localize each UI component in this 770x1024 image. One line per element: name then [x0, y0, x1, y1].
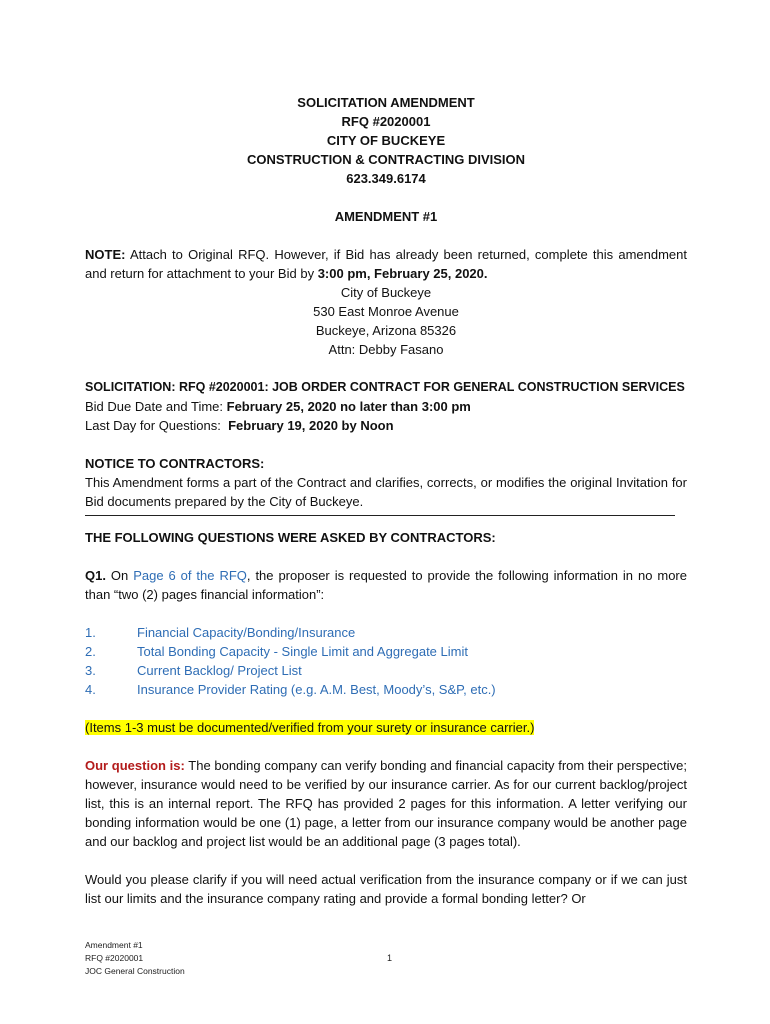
questions-deadline-value: February 19, 2020 by Noon [228, 418, 394, 433]
footer-line-1: Amendment #1 [85, 940, 143, 950]
bid-due-label: Bid Due Date and Time: [85, 399, 227, 414]
section-divider [85, 515, 675, 516]
questions-deadline-label: Last Day for Questions: [85, 418, 229, 433]
notice-text: This Amendment forms a part of the Contract and clarifies, corrects, or modifies the original Invitation for Bid documents prepared by the City of Buckeye. [85, 475, 687, 509]
header-phone: 623.349.6174 [346, 171, 426, 186]
our-question-text: The bonding company can verify bonding and financial capacity from their perspective; however, insurance would need to be verified by our insurance carrier. As for our current backlog/project list, this is an internal report. The RFQ has provided 2 pages for this information. A letter verifying our bonding information would be one (1) page, a letter from our insurance company would be another page and our backlog and project list would be an additional page (3 pages total). [85, 758, 687, 849]
q1-page-reference-link[interactable]: Page 6 of the RFQ [133, 568, 247, 583]
list-item-text: Financial Capacity/Bonding/Insurance [137, 625, 356, 640]
footer-line-3: JOC General Construction [85, 966, 185, 976]
notice-title: NOTICE TO CONTRACTORS: [85, 456, 265, 471]
address-line-2: 530 East Monroe Avenue [313, 304, 459, 319]
note-text: Attach to Original RFQ. However, if Bid has already been returned, complete this amendment and return for attachment to your Bid by [85, 247, 687, 281]
page-footer [85, 939, 185, 978]
document-header [85, 93, 687, 188]
our-question-paragraph [85, 756, 687, 851]
list-item-text: Total Bonding Capacity - Single Limit and Aggregate Limit [137, 644, 468, 659]
footer-line-2: RFQ #2020001 [85, 953, 144, 963]
address-line-3: Buckeye, Arizona 85326 [315, 323, 457, 338]
header-line-4: CONSTRUCTION & CONTRACTING DIVISION [246, 152, 526, 167]
questions-heading: THE FOLLOWING QUESTIONS WERE ASKED BY CONTRACTORS: [85, 530, 496, 545]
bid-due-value: February 25, 2020 no later than 3:00 pm [226, 399, 471, 414]
items-note [85, 718, 687, 737]
our-question-label: Our question is: [85, 758, 185, 773]
address-line-1: City of Buckeye [340, 285, 432, 300]
q1-text: , the proposer is requested to provide the following information in no more than “two (2) pages financial information”: [85, 568, 687, 602]
list-item: 1. Financial Capacity/Bonding/Insurance [85, 625, 356, 640]
note-paragraph [85, 245, 687, 283]
q1-pre: On [105, 568, 134, 583]
list-item-text: Insurance Provider Rating (e.g. A.M. Best, Moody’s, S&P, etc.) [137, 682, 496, 697]
items-note-highlight: (Items 1-3 must be documented/verified from your surety or insurance carrier.) [85, 720, 535, 735]
note-deadline: 3:00 pm, February 25, 2020. [317, 266, 488, 281]
header-line-3: CITY OF BUCKEYE [326, 133, 446, 148]
header-line-2: RFQ #2020001 [341, 114, 431, 129]
solicitation-title: SOLICITATION: RFQ #2020001: JOB ORDER CONTRACT FOR GENERAL CONSTRUCTION SERVICES [85, 380, 685, 394]
page-number: 1 [387, 953, 393, 963]
header-line-1: SOLICITATION AMENDMENT [297, 95, 475, 110]
list-item: 2. Total Bonding Capacity - Single Limit and Aggregate Limit [85, 644, 468, 659]
q1-paragraph [85, 566, 687, 604]
return-address [85, 283, 687, 359]
amendment-title: AMENDMENT #1 [334, 209, 438, 224]
clarify-paragraph: Would you please clarify if you will need actual verification from the insurance company or if we can just list our limits and the insurance company rating and provide a formal bonding letter? Or [85, 872, 687, 906]
list-item: 4. Insurance Provider Rating (e.g. A.M. Best, Moody’s, S&P, etc.) [85, 682, 496, 697]
bid-due-line [85, 397, 687, 416]
list-item: 3. Current Backlog/ Project List [85, 663, 302, 678]
address-line-4: Attn: Debby Fasano [328, 342, 444, 357]
note-label: NOTE: [85, 247, 126, 262]
questions-deadline-line [85, 416, 687, 435]
financial-info-list [85, 623, 687, 699]
q1-label: Q1. [85, 568, 106, 583]
document-body [85, 93, 687, 908]
list-item-text: Current Backlog/ Project List [137, 663, 302, 678]
